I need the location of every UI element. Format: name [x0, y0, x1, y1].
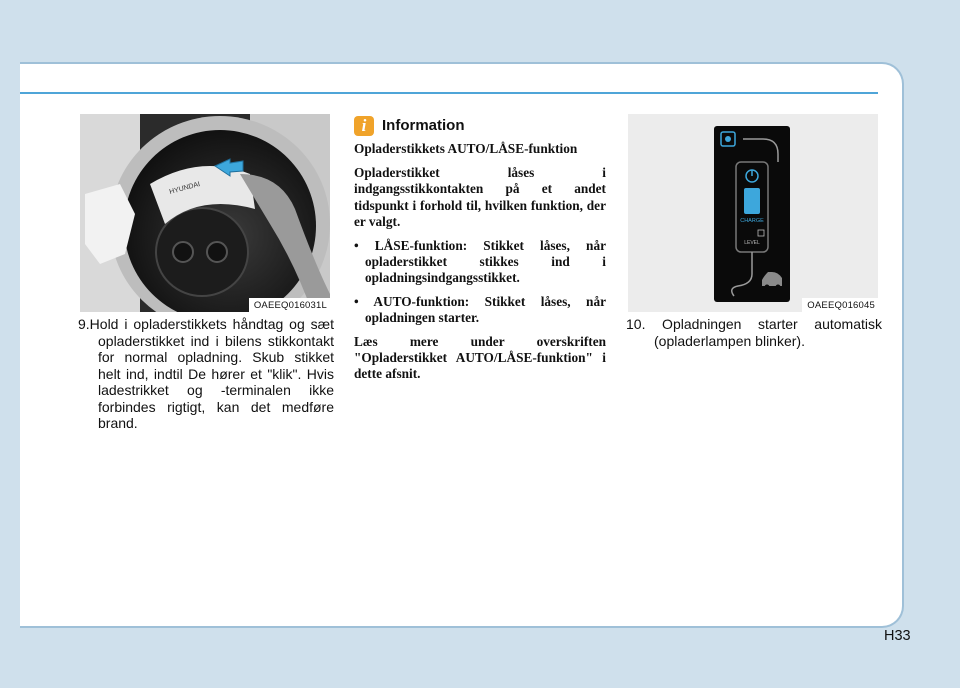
page-number: H33 — [884, 628, 911, 644]
charge-label: CHARGE — [740, 218, 764, 224]
info-paragraph-2: Opladerstikket låses i indgangsstikkontakten på et andet tidspunkt i forhold til, hvilken funktion, der er valgt. — [354, 165, 606, 229]
charging-port-photo — [80, 114, 330, 312]
step9-column — [78, 316, 334, 432]
plug-brand-text: HYUNDAI — [168, 181, 201, 196]
figure2-caption: OAEEQ016045 — [802, 298, 878, 312]
step10-text: 10. Opladningen starter automatisk (opladerlampen blinker). — [626, 316, 882, 349]
header-rule — [20, 92, 878, 94]
battery-charge-icon — [744, 188, 760, 214]
info-paragraph-1: Opladerstikkets AUTO/LÅSE-funktion — [354, 141, 578, 156]
info-header — [354, 114, 606, 138]
charger-indicator-illustration — [628, 114, 878, 312]
info-title: Information — [382, 116, 465, 134]
page-frame — [20, 62, 904, 628]
info-bullet-list — [354, 238, 606, 326]
info-paragraph-3: Læs mere under overskriften "Opladerstikket AUTO/LÅSE-funktion" i dette afsnit. — [354, 334, 606, 382]
step9-text: 9.Hold i opladerstikkets håndtag og sæt opladerstikket ind i bilens stikkontakt for normal opladning. Skub stikket helt ind, indtil De hører et "klik". Hvis ladestrikket og -terminalen ikke forbindes rigtigt, kan det medføre brand. — [78, 316, 334, 431]
charging-indicator-figure — [628, 114, 878, 312]
info-bullet: • LÅSE-funktion: Stikket låses, når opladerstikket stikkes ind i opladningsindgangsstikket. — [354, 238, 606, 286]
info-bullet: • AUTO-funktion: Stikket låses, når opladningen starter. — [354, 293, 606, 325]
step10-column — [626, 316, 882, 349]
level-label: LEVEL — [744, 240, 760, 246]
charging-plug-illustration — [80, 114, 330, 312]
information-box — [354, 114, 606, 391]
figure1-caption: OAEEQ016031L — [249, 298, 330, 312]
info-icon: i — [354, 116, 374, 136]
